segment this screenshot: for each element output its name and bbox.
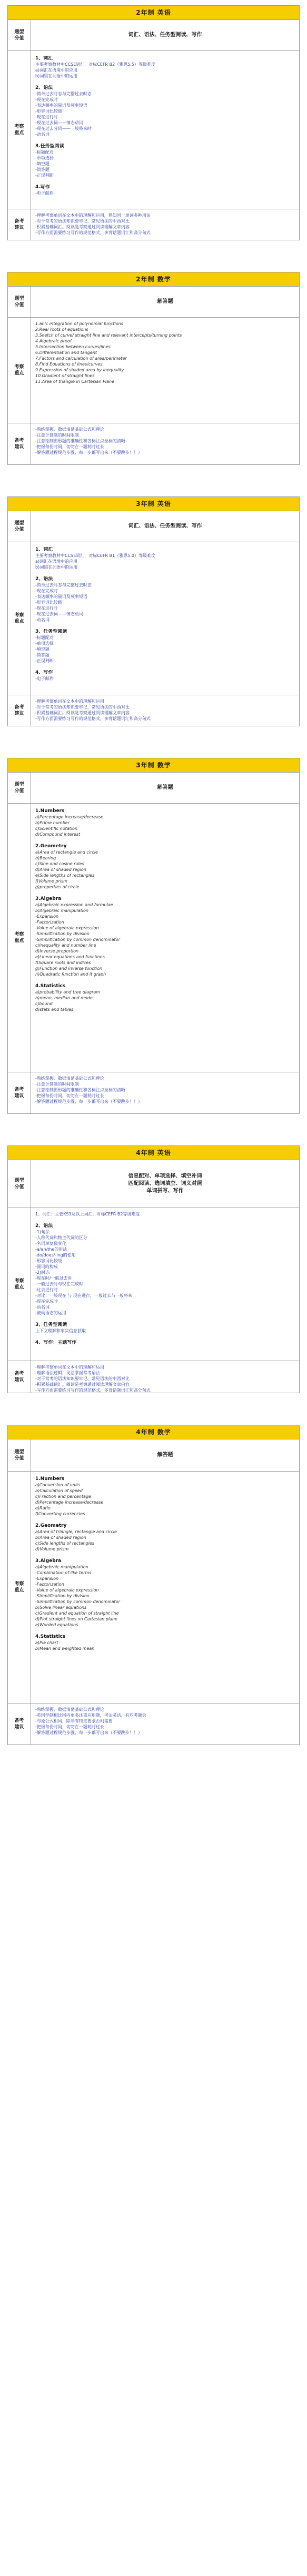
sheet-row xyxy=(8,1439,299,1472)
content-line xyxy=(35,1552,295,1557)
row-content xyxy=(31,695,299,726)
content-line: a)Algebraic manipulation xyxy=(35,1565,88,1569)
content-line: -把握每份时间，切勿在一题耗时过长 xyxy=(35,1093,104,1098)
content-line: -现在进行时 xyxy=(35,606,58,611)
content-line: -Factorization xyxy=(35,920,64,925)
content-line: -现在完成时 xyxy=(35,589,58,593)
sheet-title: 2年制 英语 xyxy=(8,6,299,20)
content-line: 1、词汇：主要KS3及以上词汇，对标CEFR B2等级难度 xyxy=(35,1212,140,1216)
content-line: 上下文理解和事实信息获取 xyxy=(35,1328,86,1333)
content-line: 主要考察教材中CCSE词汇，对标CEFR B2（雅思5.5）等级难度 xyxy=(35,62,155,67)
content-line: -1)句法 xyxy=(35,1230,50,1234)
content-line xyxy=(35,570,295,575)
content-line xyxy=(35,137,295,142)
row-content xyxy=(31,1703,299,1745)
row-content: 解答题 xyxy=(157,1452,173,1458)
content-line: c)Sine and cosine rules xyxy=(35,861,84,866)
content-line xyxy=(35,178,295,183)
content-line: -现在过去词——情态动词 xyxy=(35,612,83,616)
content-line: -解答题过程规范步骤，每一步都写出来（不要跳步！！） xyxy=(35,450,142,455)
content-line: -过去进行时 xyxy=(35,1287,58,1292)
content-line: f)Converting currencies xyxy=(35,1512,85,1516)
exam-sheet xyxy=(7,272,300,465)
row-content xyxy=(31,1072,299,1113)
row-label: 备考 建议 xyxy=(8,209,31,240)
content-line: g)properties of circle xyxy=(35,885,80,889)
content-line: -把握每份时间，切勿在一题耗时过长 xyxy=(35,1725,104,1729)
content-line: -电子邮件 xyxy=(35,191,54,196)
content-line: 9.Expression of shaded area by inequality xyxy=(35,368,124,372)
row-label: 题型 分值 xyxy=(8,287,31,317)
content-line: -Expansion xyxy=(35,914,59,919)
content-line: c)Scientific notation xyxy=(35,826,78,831)
content-line: -Expansion xyxy=(35,1576,59,1581)
row-content: 词汇、语法、任务型阅读、写作 xyxy=(128,32,202,38)
sheet-row xyxy=(8,1208,299,1361)
content-line: a)Area of rectangle and circle xyxy=(35,850,98,855)
content-line: -对于常考的语法知识要牢记，常见语法的中西对比 xyxy=(35,705,130,709)
content-line: a)Algebraic expression and formulae xyxy=(35,902,113,907)
content-line: -写作方面需要练习写作的规范格式，多背话题词汇和高分句式 xyxy=(35,716,151,721)
content-line: c)bound xyxy=(35,1001,53,1006)
row-content xyxy=(31,542,299,695)
content-line xyxy=(35,1334,295,1338)
content-line: -被动语态的运用 xyxy=(35,1311,66,1315)
row-content: 解答题 xyxy=(157,785,173,790)
content-line: -解答题过程规范步骤，每一步都写出来（不要跳步！！） xyxy=(35,1099,142,1104)
content-line: c)Inequality and number line xyxy=(35,943,96,948)
content-line: -写作方面需要练习写作的规范格式，多背话题词汇和高分句式 xyxy=(35,1388,151,1393)
sheet-row xyxy=(8,51,299,209)
content-line: -标题配对 xyxy=(35,150,54,155)
content-line: -填空题 xyxy=(35,647,49,652)
content-line: -现在过去词——情态动词 xyxy=(35,120,83,125)
row-content xyxy=(31,423,299,464)
exam-sheet xyxy=(7,758,300,1114)
content-line: 1、词汇 xyxy=(35,547,53,552)
content-line: a)Percentage increase/decrease xyxy=(35,815,104,819)
content-line: -现在进行时 xyxy=(35,115,58,119)
content-line: b)Algebraic manipulation xyxy=(35,908,88,913)
content-line: -Factorization xyxy=(35,1582,64,1587)
content-line: b)Area of shaded region xyxy=(35,1535,86,1540)
content-line: -简单过去时态与完整过去时态 xyxy=(35,92,92,96)
row-content: 词汇、语法、任务型阅读、写作 xyxy=(128,523,202,529)
content-line: g)Function and inverse function xyxy=(35,966,103,971)
content-line: -表达频率的副词及频率短语 xyxy=(35,103,87,108)
sheet-row xyxy=(8,1160,299,1208)
content-line: -注意绘制图形题的准确性和各标注点坐标的清晰 xyxy=(35,439,125,443)
content-line: -注意计算题的时间限制 xyxy=(35,1082,79,1087)
content-line: c)Gradient and equation of straight line xyxy=(35,1611,119,1616)
content-line: -与原公式相同，除非有特定要求否则需要 xyxy=(35,1719,113,1723)
content-line: -单项选择 xyxy=(35,156,54,160)
row-label: 考察 重点 xyxy=(8,804,31,1072)
content-line: 3、任务型阅读 xyxy=(35,629,67,634)
sheet-row xyxy=(8,1703,299,1745)
content-line: -Value of algebraic expression xyxy=(35,1588,99,1593)
content-line xyxy=(35,1517,295,1522)
content-line: -对于常考的语法知识要牢记，常见语法的中西对比 xyxy=(35,219,130,224)
content-line: -积累基础词汇。阅读是考察通过阅读理解文章内容 xyxy=(35,225,130,229)
content-line: -简答题 xyxy=(35,653,49,657)
sheet-row xyxy=(8,542,299,695)
content-line: -Simplification by common denominator xyxy=(35,1599,120,1604)
sheet-row xyxy=(8,1072,299,1113)
content-line: -解答题过程规范步骤，每一步都写出来（不要跳步！！） xyxy=(35,1730,142,1735)
sheet-title: 2年制 数学 xyxy=(8,272,299,287)
content-line: h)Quadratic function and it graph xyxy=(35,972,106,977)
content-line: -电子邮件 xyxy=(35,676,54,681)
content-line: -形容词比较级 xyxy=(35,1259,62,1263)
content-line: 3、任务型阅读 xyxy=(35,1322,67,1327)
exam-sheet xyxy=(7,5,300,240)
content-line xyxy=(35,623,295,627)
content-line: 1、词汇 xyxy=(35,56,53,61)
content-line: d)Percentage increase/decrease xyxy=(35,1500,104,1505)
content-line: 2.Geometry xyxy=(35,844,67,849)
sheet-row xyxy=(8,1361,299,1393)
row-label: 备考 建议 xyxy=(8,423,31,464)
content-line: -表达频率的副词及频率短语 xyxy=(35,594,87,599)
content-line: -do/does/-ing的使用 xyxy=(35,1253,76,1257)
sheet-row xyxy=(8,20,299,51)
content-line: d)Compound interest xyxy=(35,832,81,837)
content-line: -单项选择 xyxy=(35,641,54,646)
content-line: 2.Geometry xyxy=(35,1523,67,1528)
content-line: a)probability and tree diagram xyxy=(35,990,101,995)
row-label: 备考 建议 xyxy=(8,1361,31,1393)
sheet-row xyxy=(8,423,299,464)
exam-sheet xyxy=(7,496,300,726)
content-line: a)Conversion of units xyxy=(35,1483,81,1487)
content-line: -现在完成时 xyxy=(35,97,58,102)
row-content: 信息配对、单项选择、填空补词 匹配阅读、选词填空、词义对照 单词拼写、写作 xyxy=(128,1173,202,1194)
content-line: -熟练掌握、数据清楚基础公式和理论 xyxy=(35,427,104,432)
content-line: -对比：一般现在 与 现在进行，一般过去与一般将来 xyxy=(35,1293,132,1298)
row-label: 考察 重点 xyxy=(8,1208,31,1361)
content-line: b)Calculation of speed xyxy=(35,1488,83,1493)
sheet-title: 3年制 数学 xyxy=(8,758,299,773)
content-line: -现在时/一般过去时 xyxy=(35,1276,72,1281)
row-content xyxy=(31,51,299,209)
row-label: 备考 建议 xyxy=(8,1072,31,1113)
content-line: -Simplification by division xyxy=(35,931,90,936)
content-line: 2、语法 xyxy=(35,576,53,582)
content-line: -理解考察单词在文本中的理解和运用，熟知同一单词多种用法 xyxy=(35,213,151,218)
content-line: -理解考察单词在文本中的理解和运用 xyxy=(35,1365,104,1370)
content-line: -熟练掌握、数据清楚基础公式和理论 xyxy=(35,1707,104,1712)
content-line: -现在过去分词——一般将来时 xyxy=(35,126,92,131)
content-line: -形容词比较级 xyxy=(35,109,62,114)
row-label: 考察 重点 xyxy=(8,542,31,695)
row-label: 题型 分值 xyxy=(8,511,31,542)
sheet-row xyxy=(8,318,299,423)
row-content xyxy=(31,1208,299,1361)
sheet-row xyxy=(8,773,299,804)
content-line: -对于常考的语法知识要牢记，常见语法的中西对比 xyxy=(35,1376,130,1381)
content-line: 8.Find Equations of lines/curves xyxy=(35,362,103,367)
content-line: -人称代词和物主代词的区分 xyxy=(35,1235,87,1240)
content-line: -简单过去时态与完整过去时态 xyxy=(35,583,92,587)
content-line: c)Fraction and percentage xyxy=(35,1494,91,1499)
content-line: -理解语法逻辑，灵活掌握常考语法 xyxy=(35,1371,100,1375)
sheet-title: 4年制 数学 xyxy=(8,1425,299,1439)
content-line: -形容词比较级 xyxy=(35,600,62,605)
content-line: d)stats and tables xyxy=(35,1007,74,1012)
content-line xyxy=(35,1316,295,1321)
content-line xyxy=(35,890,295,895)
content-line: d)Volume prism xyxy=(35,1547,69,1551)
content-line: b)Bearing xyxy=(35,856,56,860)
row-label: 考察 重点 xyxy=(8,318,31,423)
content-line: -副词的构成 xyxy=(35,1264,58,1269)
sheet-row xyxy=(8,695,299,726)
content-line: -正误判断 xyxy=(35,173,54,178)
content-line: f)Square roots and indices xyxy=(35,960,91,965)
content-line: -Simplification by common denominator xyxy=(35,937,120,942)
content-line: 3.任务型阅读 xyxy=(35,144,64,149)
content-line: b)Prime number xyxy=(35,820,70,825)
content-line xyxy=(35,1217,295,1222)
sheet-row xyxy=(8,511,299,542)
content-line: -动名词 xyxy=(35,617,49,622)
content-line: -Simplification by division xyxy=(35,1594,90,1598)
content-line: 4.写作 xyxy=(35,185,50,190)
content-line: -标题配对 xyxy=(35,635,54,640)
content-line: 3.Algebra xyxy=(35,896,62,901)
content-line: e)Worded equations xyxy=(35,1622,78,1627)
content-line: -写作方面需要练习写作的规范格式，多背话题词汇和高分句式 xyxy=(35,230,151,235)
exam-sheet xyxy=(7,1145,300,1393)
content-line: -积累基础词汇。阅读是考察通过阅读理解文章内容 xyxy=(35,711,130,715)
content-line: 1.Numbers xyxy=(35,1476,65,1482)
content-line: 4、写作：主题写作 xyxy=(35,1340,77,1345)
content-line xyxy=(35,79,295,84)
content-line: b)mean, median and mode xyxy=(35,996,93,1000)
row-content xyxy=(31,804,299,1072)
row-label: 备考 建议 xyxy=(8,1703,31,1745)
content-line: b)词缀在词语中的运用 xyxy=(35,74,78,78)
content-line: b)词缀在词语中的运用 xyxy=(35,565,78,570)
content-line: e)Linear equations and functions xyxy=(35,955,105,959)
content-line: -填空题 xyxy=(35,161,49,166)
row-label: 备考 建议 xyxy=(8,695,31,726)
row-label: 考察 重点 xyxy=(8,51,31,209)
content-line: d)Area of shaded region xyxy=(35,867,86,872)
content-line: e)Side lengths of rectangles xyxy=(35,873,95,878)
content-line: 4.Algebraic proof xyxy=(35,339,72,343)
content-line: -动名词 xyxy=(35,132,49,137)
content-line: -把握每份时间，切勿在一题耗时过长 xyxy=(35,444,104,449)
sheet-row xyxy=(8,287,299,318)
sheet-row xyxy=(8,1472,299,1703)
content-line: 7.Factors and calculation of area/perimeter xyxy=(35,356,127,361)
content-line: a)Pie chart xyxy=(35,1640,58,1645)
content-line: -Value of algebraic expression xyxy=(35,926,99,930)
sheet-row xyxy=(8,804,299,1072)
content-line: a)Area of triangle, rectangle and circle xyxy=(35,1529,117,1534)
content-line: 4.Statistics xyxy=(35,983,66,989)
content-line: a)词汇在语境中的应用 xyxy=(35,68,78,73)
content-line: -a/an/the的用法 xyxy=(35,1247,67,1252)
content-line: -注意绘制图形题的准确性和各标注点坐标的清晰 xyxy=(35,1088,125,1092)
content-line: 主要考察教材中CCSE词汇，对标CEFR B1（雅思5.0）等级难度 xyxy=(35,553,155,558)
content-line: 3.Sketch of curve/ straight line and relevant intercepts/turning points xyxy=(35,333,182,338)
row-content xyxy=(31,209,299,240)
row-label: 题型 分值 xyxy=(8,20,31,50)
row-content xyxy=(31,1361,299,1393)
row-label: 题型 分值 xyxy=(8,773,31,803)
row-content xyxy=(31,318,299,423)
content-line: -一般过去时与现在完成时 xyxy=(35,1282,83,1286)
sheet-title: 3年制 英语 xyxy=(8,497,299,511)
content-line: -熟练掌握、数据清楚基础公式和理论 xyxy=(35,1076,104,1081)
content-line: e)Ratio xyxy=(35,1506,51,1510)
content-line: 1.Numbers xyxy=(35,808,65,814)
row-label: 题型 分值 xyxy=(8,1439,31,1471)
content-line: b)Mean and weighted mean xyxy=(35,1646,95,1651)
row-content xyxy=(31,1472,299,1703)
content-line: d)Plot straight lines on Cartesian plane xyxy=(35,1617,117,1621)
sheet-row xyxy=(8,209,299,240)
content-line: 2、语法 xyxy=(35,85,53,90)
row-content: 解答题 xyxy=(157,299,173,305)
content-line: -名词单复数变化 xyxy=(35,1241,66,1246)
content-line xyxy=(35,837,295,842)
content-line: 1.anic integration of polynomial functions xyxy=(35,321,123,326)
content-line: 2、语法 xyxy=(35,1223,53,1229)
exam-guide-page xyxy=(7,5,300,1777)
content-line: -2)时态 xyxy=(35,1270,50,1275)
content-line: -Combination of like terms xyxy=(35,1570,92,1575)
content-line: -积累基础词汇。阅读是考察通过阅读理解文章内容 xyxy=(35,1382,130,1387)
sheet-title: 4年制 英语 xyxy=(8,1146,299,1160)
content-line: -理解考察单词在文本中的理解和运用 xyxy=(35,699,104,704)
content-line: 6.Differentiation and tangent xyxy=(35,350,97,355)
content-line xyxy=(35,1628,295,1632)
content-line: 4、写作 xyxy=(35,670,53,675)
content-line: -简答题 xyxy=(35,167,49,172)
content-line: a)词汇在语境中的应用 xyxy=(35,559,78,564)
content-line: b)Solve linear equations xyxy=(35,1605,87,1610)
content-line: -现在完成时 xyxy=(35,1299,58,1304)
content-line: -英国学制相比国内更多注重应用题，考法灵活，有些考题会 xyxy=(35,1713,146,1718)
content-line xyxy=(35,664,295,668)
content-line: 5.Intersection between curves/lines xyxy=(35,344,111,349)
content-line: c)Side lengths of rectangles xyxy=(35,1541,94,1546)
exam-sheet xyxy=(7,1425,300,1745)
content-line: 4.Statistics xyxy=(35,1634,66,1639)
row-label: 考察 重点 xyxy=(8,1472,31,1703)
content-line: f)Volume prism xyxy=(35,879,67,884)
content-line: -正误判断 xyxy=(35,658,54,663)
content-line: d)Inverse proportion xyxy=(35,949,79,954)
content-line: 2.Real roots of equations xyxy=(35,327,88,332)
content-line: -动名词 xyxy=(35,1305,49,1310)
content-line: -注意计算题的时间限制 xyxy=(35,433,79,438)
content-line xyxy=(35,977,295,982)
content-line: 10.Gradient of straight lines xyxy=(35,373,95,378)
content-line: 11.Area of triangle in Cartesian Plane xyxy=(35,379,115,384)
content-line: 3.Algebra xyxy=(35,1558,62,1564)
row-label: 题型 分值 xyxy=(8,1160,31,1208)
